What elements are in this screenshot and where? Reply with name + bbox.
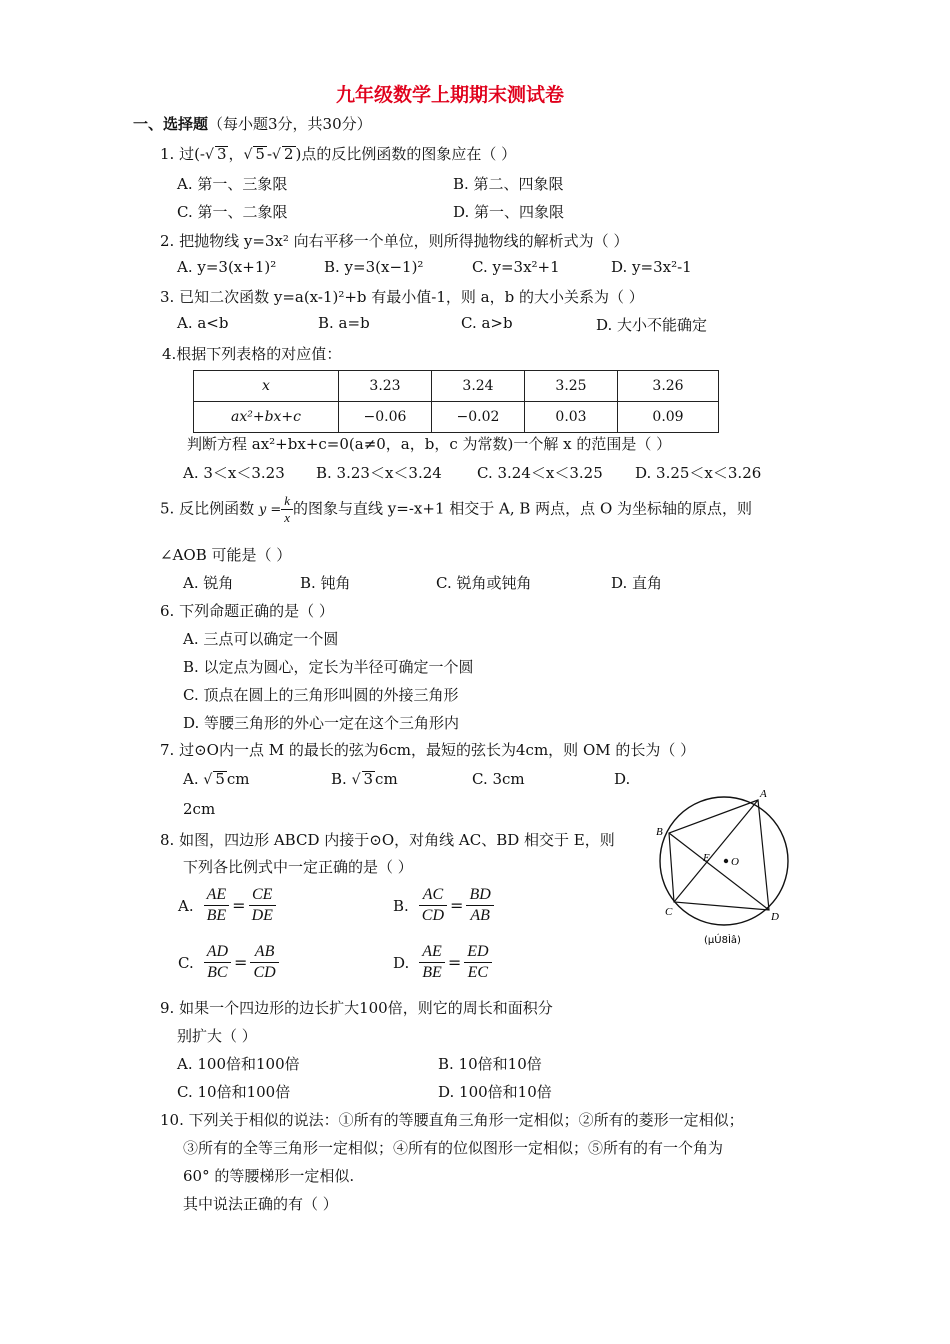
q9-option-d: D. 100倍和10倍: [438, 1083, 552, 1101]
q2-option-d: D. y=3x²-1: [611, 258, 692, 276]
q8-option-b: [393, 885, 494, 926]
table-cell: x: [194, 371, 339, 402]
q4-option-b: B. 3.23＜x＜3.24: [316, 464, 442, 482]
table-cell: −0.02: [432, 402, 525, 433]
q8-option-d: [393, 942, 492, 983]
page-title: 九年级数学上期期末测试卷: [336, 84, 565, 106]
vertex-c-label: C: [665, 906, 673, 918]
q1-option-c: C. 第一、二象限: [177, 203, 288, 221]
point-e-label: E: [703, 852, 710, 864]
q4-option-a: A. 3＜x＜3.23: [183, 464, 285, 482]
figure-caption: (µÚ8Ìâ): [704, 935, 741, 946]
q1-text-b: ，: [228, 145, 244, 163]
q8-c-num-1: AD: [204, 942, 231, 963]
q8-c-den-1: BC: [207, 964, 228, 981]
q8-option-a: [178, 885, 276, 926]
q5-option-a: A. 锐角: [183, 574, 234, 592]
vertex-d-label: D: [771, 911, 779, 923]
q8-d-num-1: AE: [419, 942, 445, 963]
q8-d-label: D.: [393, 953, 410, 972]
q5-func-y: y =: [258, 502, 282, 518]
q8-a-equals: =: [232, 896, 246, 915]
question-10-line-3: 60° 的等腰梯形一定相似.: [183, 1167, 355, 1185]
q8-a-num-2: CE: [249, 885, 276, 906]
question-10-line-2: ③所有的全等三角形一定相似；④所有的位似图形一定相似；⑤所有的有一个角为: [183, 1139, 724, 1157]
q9-option-c: C. 10倍和100倍: [177, 1083, 291, 1101]
q7-option-a: A. √ 5 cm: [183, 770, 250, 788]
question-10-line-1: 10. 下列关于相似的说法：①所有的等腰直角三角形一定相似；②所有的菱形一定相似；: [160, 1111, 744, 1129]
q3-option-a: A. a<b: [177, 314, 229, 332]
q6-option-c: C. 顶点在圆上的三角形叫圆的外接三角形: [183, 686, 459, 704]
q7-option-d: 2cm: [183, 800, 216, 818]
vertex-b-label: B: [656, 826, 663, 838]
diagonal-bd: [669, 833, 769, 910]
q5-denominator: x: [284, 510, 291, 525]
q7-option-c: C. 3cm: [472, 770, 525, 788]
question-10-line-4: 其中说法正确的有（ ）: [183, 1195, 338, 1213]
q2-option-c: C. y=3x²+1: [472, 258, 560, 276]
q6-option-d: D. 等腰三角形的外心一定在这个三角形内: [183, 714, 460, 732]
table-cell: 3.26: [618, 371, 719, 402]
q8-c-den-2: CD: [253, 964, 276, 981]
q1-radicand-2: 5: [255, 145, 265, 163]
circle-quadrilateral-figure: [650, 785, 800, 950]
section-name: 一、选择题: [133, 115, 209, 133]
q7-a-radicand: 5: [215, 770, 225, 788]
q8-d-den-1: BE: [422, 964, 442, 981]
question-3-stem: 3. 已知二次函数 y=a(x-1)²+b 有最小值-1，则 a，b 的大小关系为（ ）: [160, 288, 644, 306]
q5-line-2: ∠AOB 可能是（ ）: [160, 546, 292, 564]
table-cell: −0.06: [339, 402, 432, 433]
question-6-stem: 6. 下列命题正确的是（ ）: [160, 602, 334, 620]
q7-b-label: B.: [331, 770, 347, 788]
q8-d-den-2: EC: [467, 964, 489, 981]
question-9-line-1: 9. 如果一个四边形的边长扩大100倍，则它的周长和面积分: [160, 999, 553, 1017]
q9-option-b: B. 10倍和10倍: [438, 1055, 542, 1073]
q8-a-label: A.: [178, 896, 194, 915]
center-point: [724, 859, 728, 863]
q1-option-b: B. 第二、四象限: [453, 175, 564, 193]
q8-b-num-2: BD: [466, 885, 493, 906]
question-8-line-1: 8. 如图，四边形 ABCD 内接于⊙O，对角线 AC、BD 相交于 E，则: [160, 831, 615, 849]
q7-a-unit: cm: [226, 770, 250, 788]
q1-option-a: A. 第一、三象限: [177, 175, 288, 193]
q8-c-label: C.: [178, 953, 194, 972]
q5-fraction: [281, 493, 293, 526]
question-1-stem: 1. 过(-√ 3 ，√ 5 -√ 2 )点的反比例函数的图象应在（ ）: [160, 145, 517, 163]
vertex-a-label: A: [760, 788, 767, 800]
q2-option-a: A. y=3(x+1)²: [177, 258, 277, 276]
point-o-label: O: [731, 856, 739, 868]
q1-text-a: 1. 过(-: [160, 145, 206, 163]
q8-a-num-1: AE: [204, 885, 230, 906]
q4-option-d: D. 3.25＜x＜3.26: [635, 464, 762, 482]
q8-b-num-1: AC: [419, 885, 447, 906]
q8-c-equals: =: [234, 953, 248, 972]
q4-option-c: C. 3.24＜x＜3.25: [477, 464, 603, 482]
q8-a-den-2: DE: [251, 907, 273, 924]
q8-a-den-1: BE: [206, 907, 227, 924]
q1-text-d: )点的反比例函数的图象应在（ ）: [295, 145, 517, 163]
q1-radicand-1: 3: [216, 145, 227, 163]
table-row: [194, 371, 719, 402]
section-note: （每小题3分，共30分）: [208, 115, 372, 133]
q5-text-a: 5. 反比例函数: [160, 499, 255, 518]
q5-option-c: C. 锐角或钝角: [436, 574, 532, 592]
q8-d-num-2: ED: [464, 942, 491, 963]
q3-option-c: C. a>b: [461, 314, 513, 332]
table-cell: ax²+bx+c: [194, 402, 339, 433]
q2-option-b: B. y=3(x−1)²: [324, 258, 424, 276]
table-cell: 3.23: [339, 371, 432, 402]
q5-text-b: 的图象与直线 y=-x+1 相交于 A, B 两点，点 O 为坐标轴的原点，则: [293, 499, 753, 518]
table-cell: 3.25: [525, 371, 618, 402]
question-2-stem: 2. 把抛物线 y=3x² 向右平移一个单位，则所得抛物线的解析式为（ ）: [160, 232, 629, 250]
q7-a-label: A.: [183, 770, 199, 788]
q6-option-b: B. 以定点为圆心，定长为半径可确定一个圆: [183, 658, 474, 676]
q8-d-equals: =: [447, 953, 462, 972]
q7-b-radicand: 3: [363, 770, 374, 788]
q9-option-a: A. 100倍和100倍: [177, 1055, 300, 1073]
table-row: [194, 402, 719, 433]
q1-radicand-3: 2: [283, 145, 294, 163]
q5-option-b: B. 钝角: [300, 574, 351, 592]
q7-option-b: B. √ 3 cm: [331, 770, 398, 788]
table-cell: 0.03: [525, 402, 618, 433]
q8-c-num-2: AB: [250, 942, 278, 963]
question-4-stem: 4.根据下列表格的对应值：: [162, 345, 342, 363]
value-table: [193, 370, 719, 433]
q1-text-c: -: [266, 145, 273, 163]
q6-option-a: A. 三点可以确定一个圆: [183, 630, 339, 648]
q5-numerator: k: [281, 493, 293, 510]
question-5-stem: [160, 493, 752, 526]
q8-option-c: [178, 942, 279, 983]
question-9-line-2: 别扩大（ ）: [177, 1027, 257, 1045]
q3-option-b: B. a=b: [318, 314, 370, 332]
q3-option-d: D. 大小不能确定: [596, 316, 708, 334]
q8-b-label: B.: [393, 896, 409, 915]
q8-b-equals: =: [450, 896, 464, 915]
table-cell: 0.09: [618, 402, 719, 433]
quadrilateral-abcd: [669, 800, 769, 910]
q8-b-den-2: AB: [470, 907, 490, 924]
q5-option-d: D. 直角: [611, 574, 663, 592]
q7-option-d-label: D.: [614, 770, 631, 788]
question-8-line-2: 下列各比例式中一定正确的是（ ）: [183, 858, 413, 876]
question-7-stem: 7. 过⊙O内一点 M 的最长的弦为6cm，最短的弦长为4cm，则 OM 的长为（ ）: [160, 741, 696, 759]
q7-b-unit: cm: [375, 770, 398, 788]
q8-b-den-1: CD: [421, 907, 445, 924]
q1-option-d: D. 第一、四象限: [453, 203, 565, 221]
table-cell: 3.24: [432, 371, 525, 402]
q4-judge: 判断方程 ax²+bx+c=0(a≠0，a，b，c 为常数)一个解 x 的范围是（ ）: [187, 435, 672, 453]
section-header: [133, 113, 372, 134]
